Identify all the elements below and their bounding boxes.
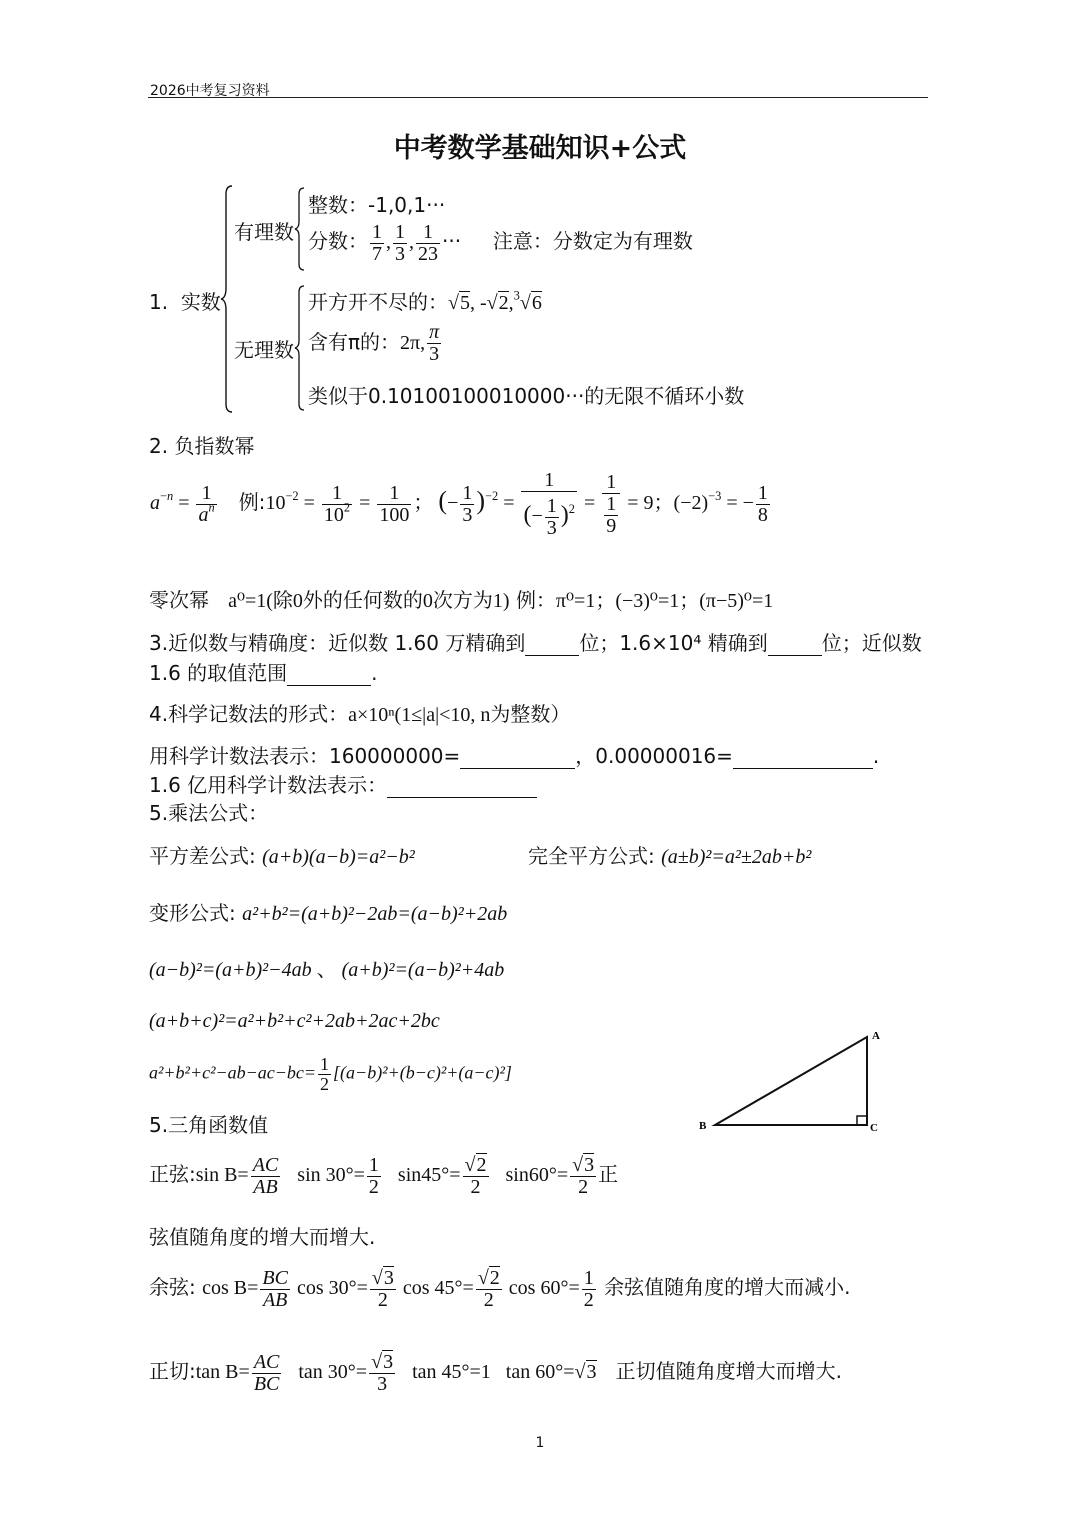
perfect-square: 完全平方公式: (a±b)²=a²±2ab+b² [528,844,812,868]
trinomial-square: (a+b+c)²=a²+b²+c²+2ab+2ac+2bc [149,1010,440,1032]
irrational-label: 无理数 [234,338,294,362]
cosine-row: 余弦: cos B= $\frac{BC}{AB}$ cos 30°= $\frac{√3}{2}$ cos 45°= $\frac{√2}{2}$ cos 60°= $\frac{1}{2}$ 余弦值随角度的增大而减小. [149,1267,851,1311]
irrational-roots-line: 开方开不尽的：√5, -√2,$^3$√6 [308,288,542,314]
fractions-values: $\frac{1}{7}$ , $\frac{1}{3}$ , $\frac{1}{23}$ [372,221,438,265]
s4-line2: 1.6 亿用科学计数法表示： [149,769,537,798]
s2-heading: 2. 负指数幂 [149,434,255,458]
integers-line: 整数：-1,0,1··· [308,193,446,217]
rational-brace-icon [294,186,306,272]
answer-blank[interactable] [733,744,873,769]
tangent-row: 正切:tan B= $\frac{AC}{BC}$ tan 30°= $\frac{√3}{3}$ tan 45°=1 tan 60°=√3 正切值随角度增大而增大. [149,1351,842,1395]
variant-formula-2: (a−b)²=(a+b)²−4ab 、 (a+b)²=(a−b)²+4ab [149,957,505,981]
fractions-prefix: 分数： [308,229,368,254]
symmetric-identity: a²+b²+c²−ab−ac−bc= $\frac{1}{2}$ [(a−b)²+(b−c)²+(a−c)²] [149,1054,512,1094]
right-triangle-diagram [695,1025,885,1140]
big-brace-icon [220,184,234,414]
irrational-pi-line: 含有π的：2π, $\frac{\pi}{3}$ [308,321,440,365]
vertex-b-label: B [699,1120,707,1132]
page-number: 1 [535,1435,545,1451]
sine-row: 正弦:sin B= $\frac{AC}{AB}$ sin 30°= $\frac{1}{2}$ sin45°= $\frac{√2}{2}$ sin60°= $\frac{√3}{2}$ 正 [149,1154,619,1198]
s5-heading: 5.乘法公式： [149,801,269,825]
irrational-decimal-line: 类似于0.10100100010000···的无限不循环小数 [308,384,745,408]
answer-blank[interactable] [768,631,822,656]
irrational-brace-icon [294,284,306,412]
sine-note: 弦值随角度的增大而增大. [149,1225,376,1249]
running-header: 2026中考复习资料 [150,83,270,99]
answer-blank[interactable] [525,631,579,656]
difference-of-squares: 平方差公式: (a+b)(a−b)=a²−b² [149,844,415,868]
fraction-note: 注意：分数定为有理数 [492,229,693,254]
rational-label: 有理数 [234,220,294,244]
answer-blank[interactable] [287,661,371,686]
s1-number: 1. [149,290,169,314]
answer-blank[interactable] [460,744,575,769]
page-title: 中考数学基础知识+公式 [393,133,687,164]
s3-line2: 1.6 的取值范围 . [149,661,378,685]
trig-heading: 5.三角函数值 [149,1113,269,1137]
s1-heading [149,286,221,315]
zero-exponent-line: 零次幂 a⁰=1(除0外的任何数的0次方为1) 例：π⁰=1；(−3)⁰=1；(π−5)⁰=1 [149,588,774,612]
vertex-c-label: C [870,1122,878,1134]
answer-blank[interactable] [387,773,537,798]
s4-line1: 用科学计数法表示：160000000= ，0.00000016= . [149,744,880,768]
s3-line1: 3.近似数与精确度：近似数 1.60 万精确到 位；1.6×10⁴ 精确到 位；近似数 [149,631,922,655]
s4-heading: 4.科学记数法的形式：a×10ⁿ(1≤|a|<10, n为整数） [149,702,571,726]
header-rule [148,97,928,98]
s1-label: 实数 [180,290,221,314]
fractions-line: 分数： $\frac{1}{7}$ , $\frac{1}{3}$ , $\frac{1}{23}$ ··· 注意：分数定为有理数 [308,221,693,265]
variant-formula: 变形公式: a²+b²=(a+b)²−2ab=(a−b)²+2ab [149,901,508,925]
negative-exponent-formula: $a^{-n}$ = $\frac{1}{a^n}$ 例$:10^{-2}$ = $\frac{1}{10^2}$ = $\frac{1}{100}$ ； (− $\frac{1}{3}$ )$^{-2}$ = 1 (− $\frac{1}{3}$ )$^2$ = 1 1 9 = 9；$(-2)^{-3}$ = − $\frac{1}{8}$ [150,469,768,539]
vertex-a-label: A [872,1030,880,1042]
